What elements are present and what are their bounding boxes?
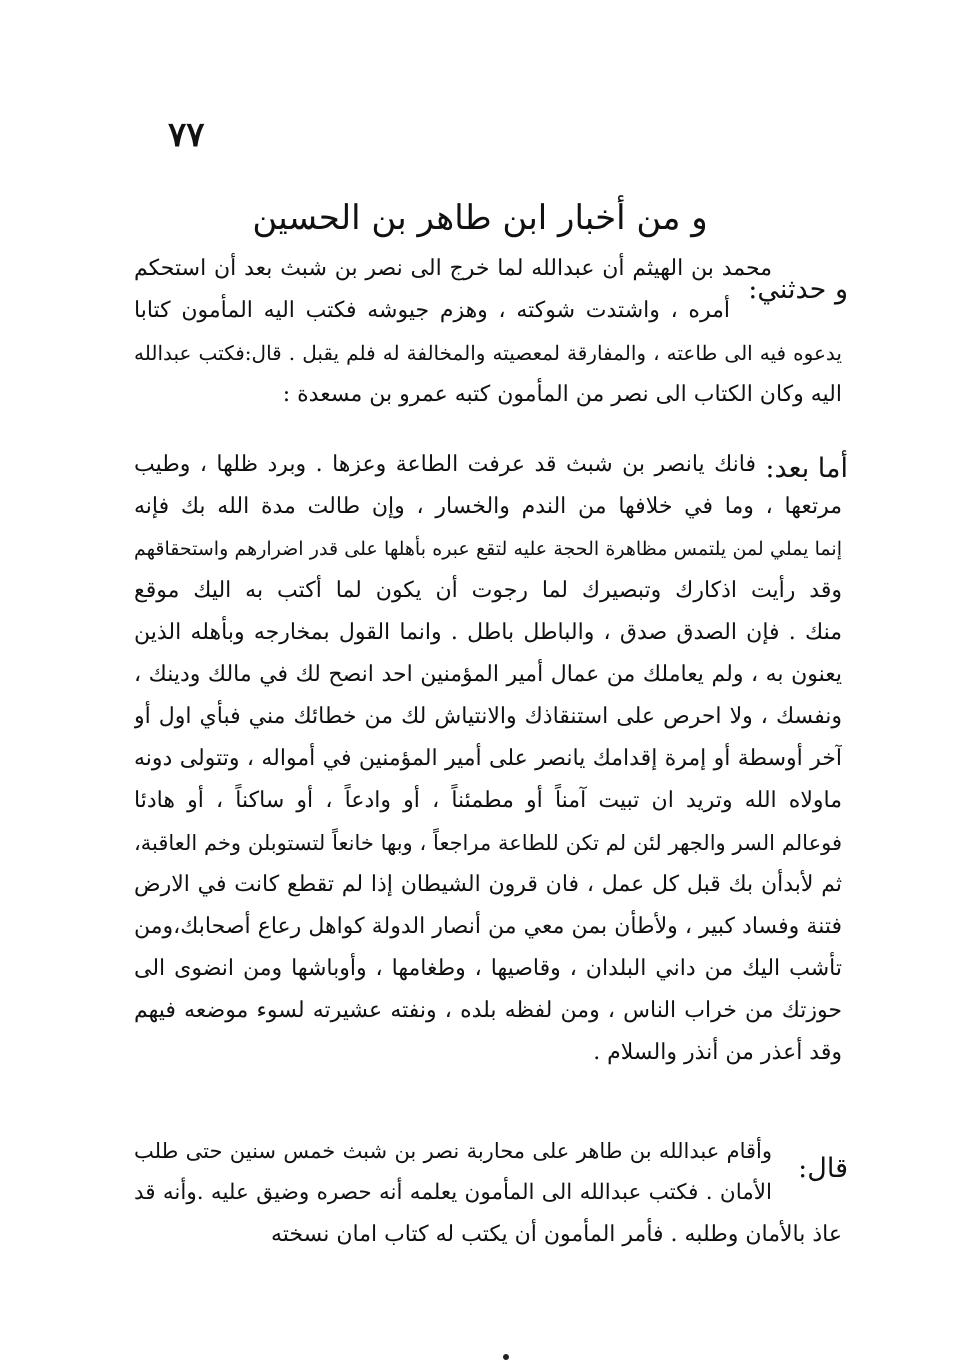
section-qala (134, 1130, 848, 1256)
text-line: محمد بن الهيثم أن عبدالله لما خرج الى نصر بن شبث بعد أن استحكم (134, 256, 772, 281)
text-line: أمره ، واشتدت شوكته ، وهزم جيوشه فكتب اليه المأمون كتابا (134, 298, 730, 323)
text-line: تأشب اليك من داني البلدان ، وقاصيها ، وطغامها ، وأوباشها ومن انضوى الى (134, 956, 842, 981)
section-hadathani (134, 248, 848, 416)
text-line: وأقام عبدالله بن طاهر على محاربة نصر بن شبث خمس سنين حتى طلب (134, 1139, 772, 1163)
text-line: مرتعها ، وما في خلافها من الندم والخسار ، وإن طالت مدة الله بك فإنه (134, 494, 842, 519)
text-line: آخر أوسطة أو إمرة إقدامك يانصر على أمير المؤمنين في أمواله ، وتتولى دونه (134, 746, 842, 771)
page-number: ٧٧ (168, 115, 205, 155)
section-lead: أما بعد: (765, 453, 848, 484)
text-line: الأمان . فكتب عبدالله الى المأمون يعلمه أنه حصره وضيق عليه .وأنه قد (134, 1180, 772, 1205)
lead-row (134, 1130, 848, 1214)
section-amma-baad (134, 444, 848, 1074)
text-line: فانك يانصر بن شبث قد عرفت الطاعة وعزها . وبرد ظلها ، وطيب (134, 452, 756, 477)
text-line: فوعالم السر والجهر لئن لم تكن للطاعة مراجعاً ، وبها خانعاً لتستوبلن وخم العاقبة، (134, 831, 842, 855)
section-lead: و حدثني: (748, 274, 848, 305)
page-mark (503, 1354, 509, 1360)
lead-row (134, 444, 848, 486)
text-line: يعنون به ، ولم يعاملك من عمال أمير المؤمنين احد انصح لك في مالك ودينك ، (134, 662, 842, 687)
text-line: وقد رأيت اذكارك وتبصيرك لما رجوت أن يكون لما أكتب به اليك موقع (134, 578, 842, 603)
text-line: حوزتك من خراب الناس ، ومن لفظه بلده ، ونفته عشيرته لسوء موضعه فيهم (134, 998, 842, 1023)
text-line: منك . فإن الصدق صدق ، والباطل باطل . وانما القول بمخارجه وبأهله الذين (134, 620, 842, 645)
text-line: وقد أعذر من أنذر والسلام . (593, 1040, 842, 1065)
text-line: يدعوه فيه الى طاعته ، والمفارقة لمعصيته والمخالفة له فلم يقبل . قال:فكتب عبدالله (134, 341, 842, 365)
text-line: ماولاه الله وتريد ان تبيت آمناً أو مطمئناً ، أو وادعاً ، أو ساكناً ، أو هادئا (134, 788, 842, 813)
text-line: فتنة وفساد كبير ، ولأطأن بمن معي من أنصار الدولة كواهل رعاع أصحابك،ومن (134, 914, 842, 939)
text-line: اليه وكان الكتاب الى نصر من المأمون كتبه عمرو بن مسعدة : (282, 382, 842, 407)
section-lead: قال: (798, 1153, 848, 1184)
text-line: ثم لأبدأن بك قبل كل عمل ، فان قرون الشيطان إذا لم تقطع كانت في الارض (134, 872, 842, 897)
lead-row (134, 248, 848, 332)
chapter-title: و من أخبار ابن طاهر بن الحسين (252, 198, 708, 238)
text-line: ونفسك ، ولا احرص على استنقاذك والانتياش لك من خطائك مني فبأي اول أو (134, 704, 842, 729)
text-line: إنما يملي لمن يلتمس مظاهرة الحجة عليه لتقع عبره بأهلها على قدر اضرارهم واستحقاقهم (134, 538, 842, 560)
text-line: عاذ بالأمان وطلبه . فأمر المأمون أن يكتب له كتاب امان نسخته (270, 1222, 842, 1247)
